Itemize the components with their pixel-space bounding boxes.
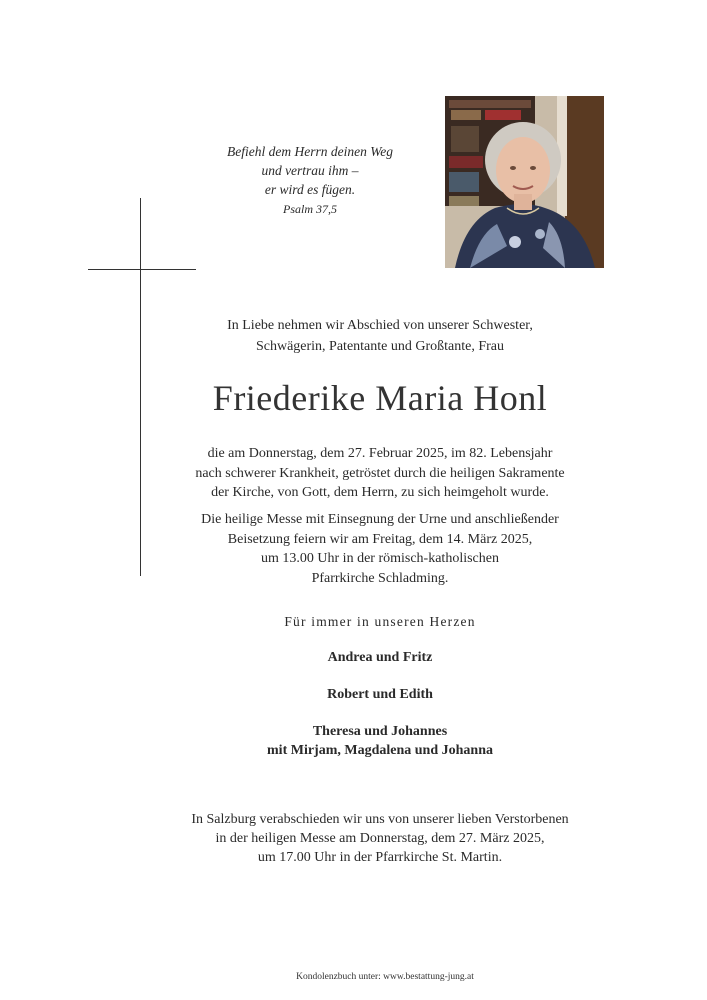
mass-line: um 13.00 Uhr in der römisch-katholischen — [261, 551, 499, 566]
bible-verse — [210, 142, 410, 219]
verse-line: er wird es fügen. — [264, 182, 356, 197]
mourner-line: Theresa und Johannes — [312, 724, 448, 739]
portrait-illustration — [445, 96, 604, 268]
intro-line: Schwägerin, Patentante und Großtante, Frau — [255, 339, 505, 354]
mass-line: Beisetzung feiern wir am Freitag, dem 14. März 2025, — [227, 531, 533, 547]
mourner-group — [150, 685, 610, 704]
intro-text — [150, 315, 610, 357]
deceased-name: Friederike Maria Honl — [212, 378, 548, 418]
mass-line: Pfarrkirche Schladming. — [311, 570, 449, 586]
mourner-line: Andrea und Fritz — [327, 650, 433, 665]
forever-heading: Für immer in unseren Herzen — [284, 614, 476, 629]
mass-line: Die heilige Messe mit Einsegnung der Urne und anschließender — [201, 512, 559, 527]
mass-notice — [150, 510, 610, 588]
salzburg-notice — [140, 810, 620, 867]
salzburg-line: In Salzburg verabschieden wir uns von unserer lieben Verstorbenen — [191, 812, 569, 827]
verse-reference: Psalm 37,5 — [283, 202, 337, 216]
verse-line: Befiehl dem Herrn deinen Weg — [227, 144, 393, 159]
cross-vertical-bar — [140, 198, 141, 576]
death-line: nach schwerer Krankheit, getröstet durch die heiligen Sakramente — [195, 465, 565, 481]
cross-horizontal-bar — [88, 269, 196, 270]
salzburg-line: in der heiligen Messe am Donnerstag, dem 27. März 2025, — [215, 831, 545, 846]
mourner-group — [150, 648, 610, 667]
death-line: die am Donnerstag, dem 27. Februar 2025, im 82. Lebensjahr — [207, 446, 553, 461]
portrait-photo — [445, 96, 604, 268]
condolence-book-link[interactable]: Kondolenzbuch unter: www.bestattung-jung.at — [296, 972, 474, 982]
death-line: der Kirche, von Gott, dem Herrn, zu sich heimgeholt wurde. — [211, 485, 549, 500]
mourner-group — [150, 722, 610, 760]
salzburg-line: um 17.00 Uhr in der Pfarrkirche St. Martin. — [257, 850, 503, 865]
mourner-line: Robert und Edith — [327, 687, 433, 702]
death-notice — [150, 444, 610, 503]
intro-line: In Liebe nehmen wir Abschied von unserer Schwester, — [227, 318, 533, 333]
mourner-line: mit Mirjam, Magdalena und Johanna — [267, 743, 493, 758]
verse-line: und vertrau ihm – — [261, 163, 359, 178]
